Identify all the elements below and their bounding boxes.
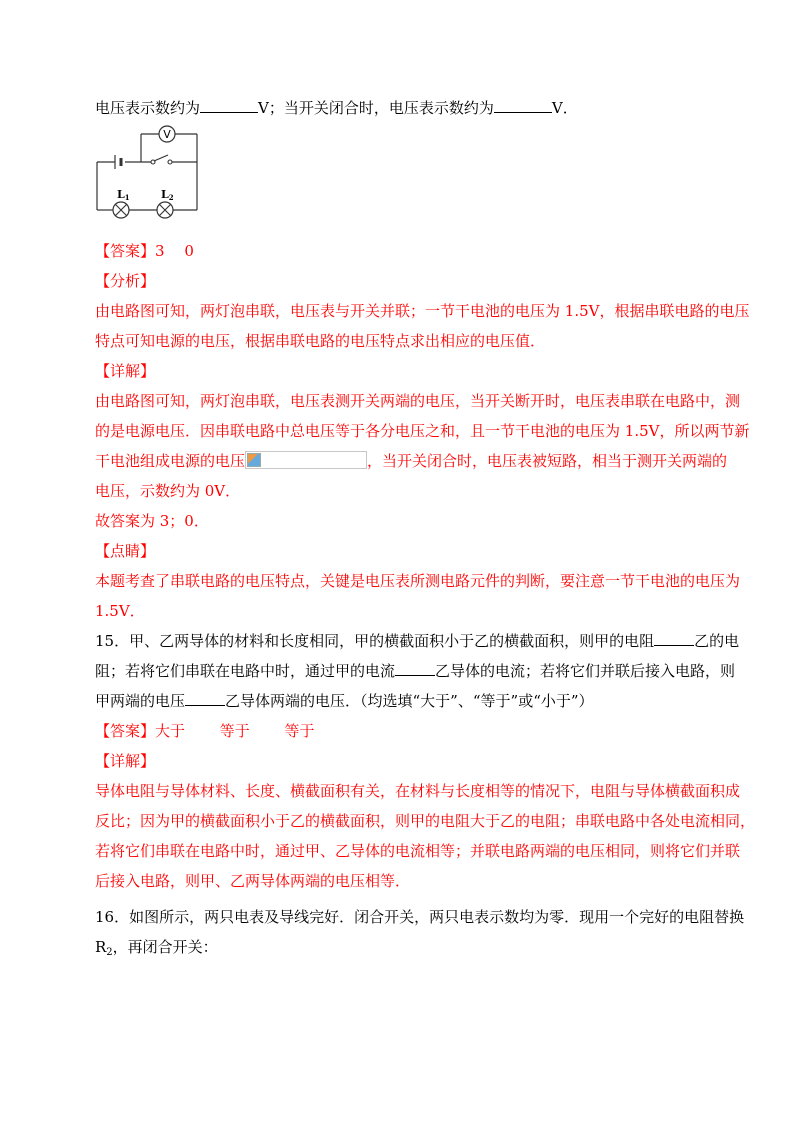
q15-blank-1	[654, 631, 694, 646]
q15-line-1	[95, 631, 739, 651]
q14-answer	[95, 241, 194, 261]
q15-line-1-before: 15．甲、乙两导体的材料和长度相同，甲的横截面积小于乙的横截面积，则甲的电阻	[95, 632, 655, 650]
circuit-diagram	[93, 122, 205, 222]
q16-r-symbol: R	[95, 938, 107, 956]
q16-line-2-after: ，再闭合开关：	[112, 938, 218, 956]
answer-text: 3 0	[155, 242, 194, 260]
analysis-tag: 【分析】	[95, 272, 156, 290]
q15-answer	[95, 721, 315, 741]
q14-blank-1	[200, 98, 258, 113]
comment-line-1: 本题考查了串联电路的电压特点，关键是电压表所测电路元件的判断，要注意一节干电池的电压为	[95, 572, 741, 590]
q15-line-2	[95, 661, 735, 681]
comment-line-2: 1.5V．	[95, 602, 145, 620]
detail-line-4: 后接入电路，则甲、乙两导体两端的电压相等．	[95, 872, 411, 890]
q14-blank-2	[494, 98, 552, 113]
q15-blank-3	[185, 691, 225, 706]
q15-line-1-after: 乙的电	[694, 632, 740, 650]
q14-stem-text-1: 电压表示数约为	[95, 99, 201, 117]
detail-tag: 【详解】	[95, 752, 156, 770]
q14-stem-text-2: V；当开关闭合时，电压表示数约为	[258, 99, 494, 117]
detail-line-3-after: ，当开关闭合时，电压表被短路，相当于测开关两端的	[367, 452, 728, 470]
q14-stem-text-3: V．	[551, 99, 578, 117]
lamp-l1-icon	[113, 202, 129, 218]
detail-line-2: 反比；因为甲的横截面积小于乙的横截面积，则甲的电阻大于乙的电阻；串联电路中各处电流相同，	[95, 812, 756, 830]
broken-image-icon	[245, 451, 367, 469]
lamp-l1-label: L1	[117, 188, 130, 202]
q16-r-subscript: 2	[106, 947, 113, 958]
q15-line-3-after: 乙导体两端的电压．（均选填“大于”、“等于”或“小于”）	[225, 692, 594, 710]
conclusion: 故答案为 3；0．	[95, 512, 209, 530]
q15-blank-2	[395, 661, 435, 676]
q16-line-2	[95, 937, 218, 963]
comment-tag: 【点睛】	[95, 542, 156, 560]
detail-line-3-before: 干电池组成电源的电压	[95, 452, 246, 470]
analysis-line-2: 特点可知电源的电压，根据串联电路的电压特点求出相应的电压值．	[95, 332, 546, 350]
switch-blade	[154, 155, 168, 161]
voltmeter-symbol: V	[163, 128, 171, 141]
analysis-line-1: 由电路图可知，两灯泡串联，电压表与开关并联；一节干电池的电压为 1.5V，根据串联电路的电压	[95, 302, 750, 320]
switch-contact-right	[168, 160, 172, 164]
lamp-l2-icon	[157, 202, 173, 218]
detail-line-4: 电压，示数约为 0V．	[95, 482, 241, 500]
detail-line-1: 由电路图可知，两灯泡串联，电压表测开关两端的电压，当开关断开时，电压表串联在电路中，测	[95, 392, 741, 410]
detail-line-3	[95, 451, 727, 471]
q15-line-2-after: 乙导体的电流；若将它们并联后接入电路，则	[435, 662, 736, 680]
detail-line-1: 导体电阻与导体材料、长度、横截面积有关，在材料与长度相等的情况下，电阻与导体横截面积成	[95, 782, 741, 800]
lamp-l2-label: L2	[161, 188, 174, 202]
q14-stem	[95, 98, 578, 118]
answer-tag: 【答案】	[95, 722, 156, 740]
q16-line-1: 16．如图所示，两只电表及导线完好．闭合开关，两只电表示数均为零．现用一个完好的电阻替换	[95, 908, 745, 926]
answer-tag: 【答案】	[95, 242, 156, 260]
detail-line-2: 的是电源电压．因串联电路中总电压等于各分电压之和，且一节干电池的电压为 1.5V，所以两节新	[95, 422, 750, 440]
detail-line-3: 若将它们串联在电路中时，通过甲、乙导体的电流相等；并联电路两端的电压相同，则将它们并联	[95, 842, 741, 860]
q15-line-3-before: 甲两端的电压	[95, 692, 186, 710]
q15-line-3	[95, 691, 594, 711]
answer-text: 大于 等于 等于	[155, 722, 315, 740]
q15-line-2-before: 阻；若将它们串联在电路中时，通过甲的电流	[95, 662, 396, 680]
detail-tag: 【详解】	[95, 362, 156, 380]
